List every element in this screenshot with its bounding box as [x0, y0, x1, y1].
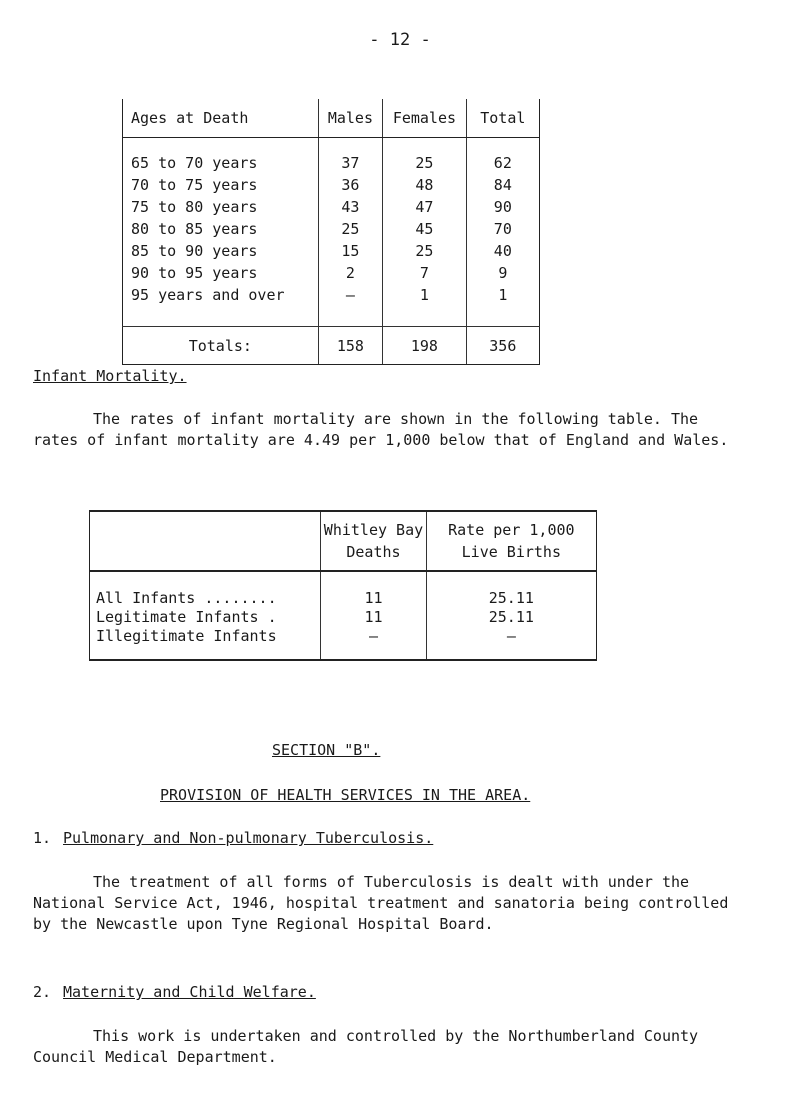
infant-category: Legitimate Infants .: [90, 607, 321, 626]
total-value: 9: [466, 262, 539, 284]
section-title: SECTION "B".: [272, 741, 381, 759]
age-range: 75 to 80 years: [123, 196, 319, 218]
males-value: 36: [318, 174, 383, 196]
total-value: 1: [466, 284, 539, 306]
males-value: 37: [318, 152, 383, 174]
females-total: 198: [383, 327, 467, 365]
rate-value: 25.11: [426, 607, 596, 626]
provision-title: PROVISION OF HEALTH SERVICES IN THE AREA.: [160, 786, 531, 804]
maternity-heading: Maternity and Child Welfare.: [63, 983, 316, 1001]
item-number: 2.: [33, 983, 52, 1001]
table-row: [123, 262, 540, 284]
total-value: 70: [466, 218, 539, 240]
grand-total: 356: [466, 327, 539, 365]
tuberculosis-paragraph: The treatment of all forms of Tuberculosis is dealt with under the National Service Act, 1946, hospital treatment and sanatoria being controlled by the Newcastle upon Tyne Regional Hospital Board.: [33, 873, 729, 933]
females-value: 48: [383, 174, 467, 196]
females-value: 45: [383, 218, 467, 240]
infant-mortality-paragraph: The rates of infant mortality are shown in the following table. The rates of infant mortality are 4.49 per 1,000 below that of England and Wales.: [33, 410, 729, 449]
header-males: Males: [318, 99, 383, 138]
table-row: [123, 240, 540, 262]
females-value: 7: [383, 262, 467, 284]
table-row: [123, 152, 540, 174]
table-header-row: [90, 511, 597, 571]
header-rate: Rate per 1,000 Live Births: [426, 511, 596, 571]
table-row: [123, 218, 540, 240]
ages-at-death-table: [122, 99, 540, 365]
table-row: [123, 284, 540, 306]
total-value: 84: [466, 174, 539, 196]
maternity-paragraph: This work is undertaken and controlled by the Northumberland County Council Medical Department.: [33, 1027, 699, 1066]
infant-mortality-table: [89, 510, 597, 661]
tuberculosis-heading: Pulmonary and Non-pulmonary Tuberculosis.: [63, 829, 434, 847]
page-number: - 12 -: [369, 30, 431, 50]
item-number: 1.: [33, 829, 52, 847]
header-females: Females: [383, 99, 467, 138]
totals-label: Totals:: [123, 327, 319, 365]
age-range: 90 to 95 years: [123, 262, 319, 284]
deaths-value: 11: [321, 588, 426, 607]
header-blank: [90, 511, 321, 571]
infant-mortality-heading: Infant Mortality.: [33, 367, 187, 385]
total-value: 40: [466, 240, 539, 262]
males-value: 43: [318, 196, 383, 218]
totals-row: [123, 327, 540, 365]
females-value: 1: [383, 284, 467, 306]
header-ages: Ages at Death: [123, 99, 319, 138]
table-row: [90, 588, 597, 607]
age-range: 70 to 75 years: [123, 174, 319, 196]
infant-category: All Infants ........: [90, 588, 321, 607]
females-value: 25: [383, 152, 467, 174]
rate-value: –: [426, 626, 596, 645]
table-row: [90, 607, 597, 626]
table-row: [123, 196, 540, 218]
females-value: 25: [383, 240, 467, 262]
header-total: Total: [466, 99, 539, 138]
males-value: –: [318, 284, 383, 306]
total-value: 90: [466, 196, 539, 218]
age-range: 95 years and over: [123, 284, 319, 306]
males-value: 25: [318, 218, 383, 240]
table-header-row: [123, 99, 540, 138]
males-total: 158: [318, 327, 383, 365]
table-row: [90, 626, 597, 645]
table-row: [123, 174, 540, 196]
males-value: 2: [318, 262, 383, 284]
males-value: 15: [318, 240, 383, 262]
females-value: 47: [383, 196, 467, 218]
infant-category: Illegitimate Infants: [90, 626, 321, 645]
total-value: 62: [466, 152, 539, 174]
age-range: 65 to 70 years: [123, 152, 319, 174]
rate-value: 25.11: [426, 588, 596, 607]
deaths-value: 11: [321, 607, 426, 626]
age-range: 85 to 90 years: [123, 240, 319, 262]
header-deaths: Whitley Bay Deaths: [321, 511, 426, 571]
age-range: 80 to 85 years: [123, 218, 319, 240]
deaths-value: –: [321, 626, 426, 645]
